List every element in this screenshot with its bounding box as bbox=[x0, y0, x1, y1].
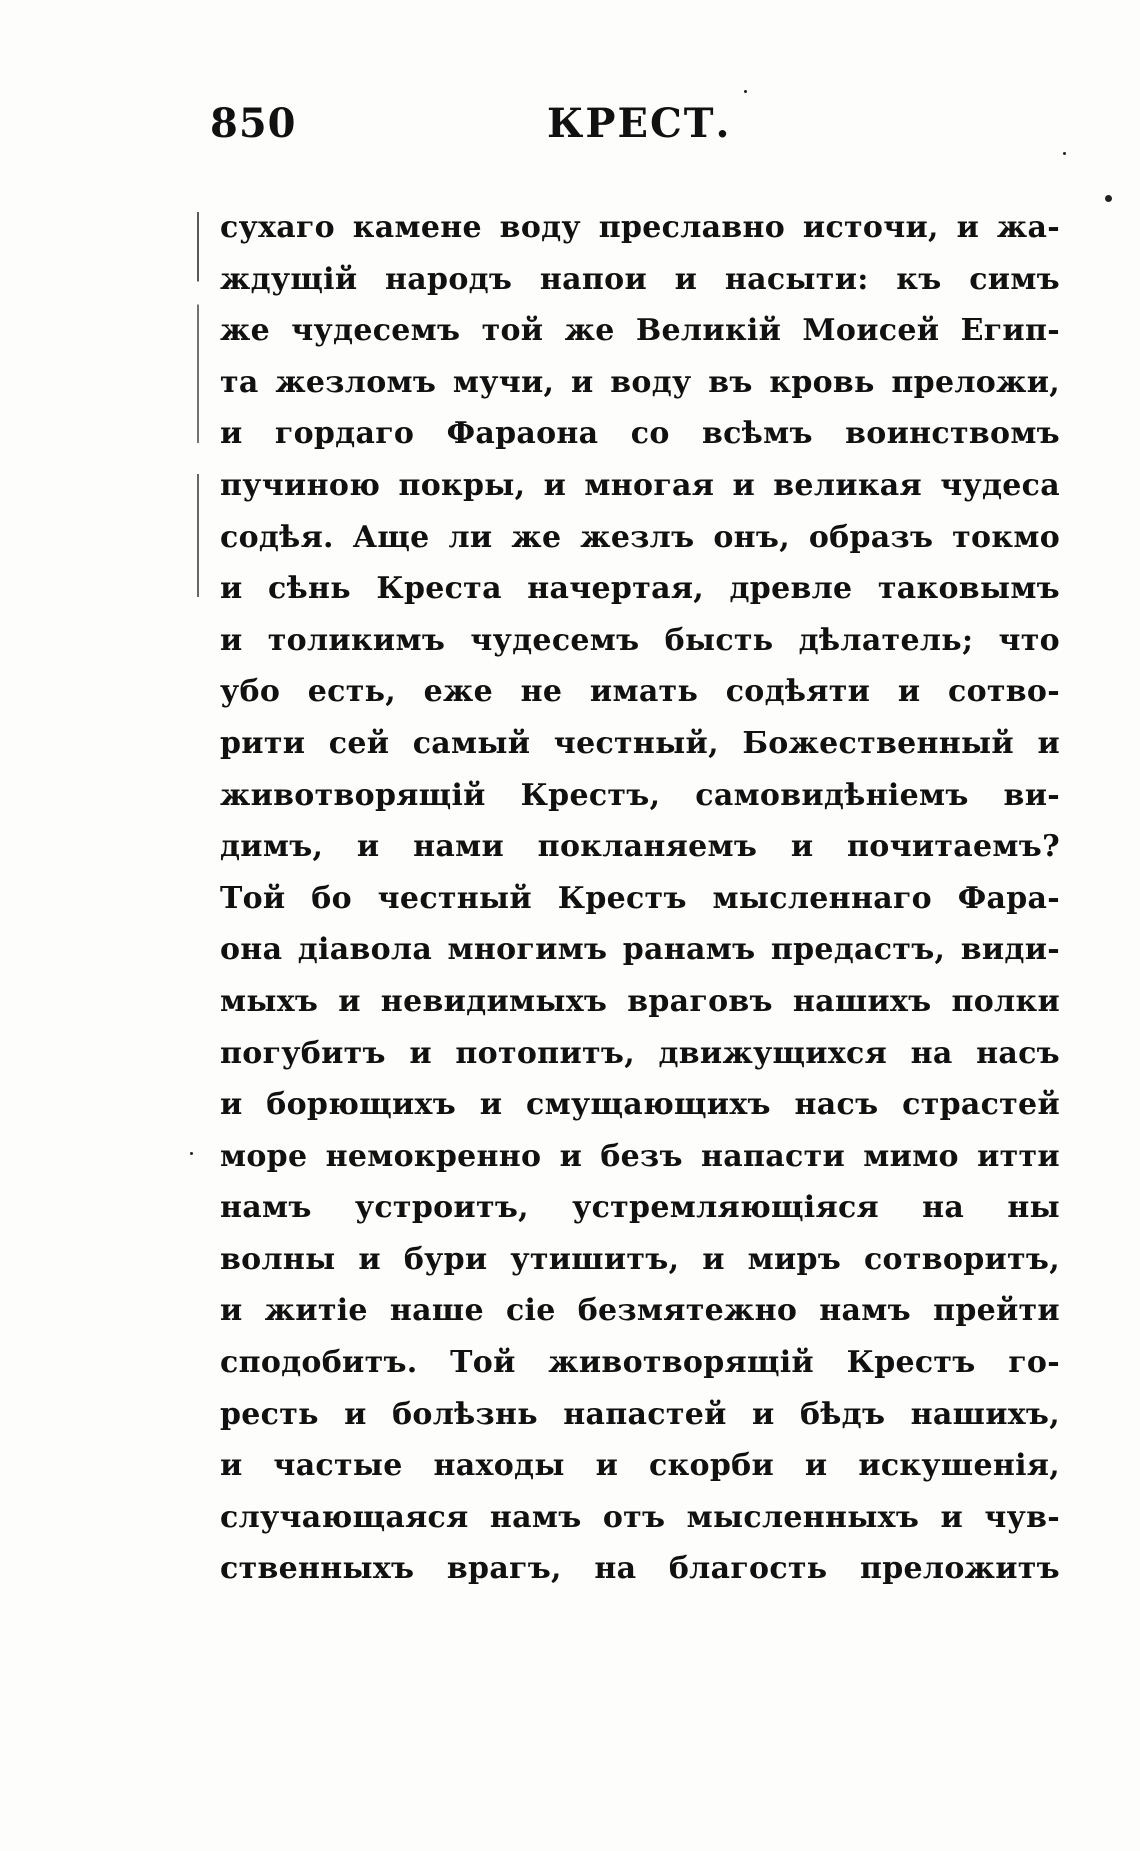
text-line: и гордаго Фараона со всѣмъ воинствомъ bbox=[220, 416, 1060, 452]
text-line: димъ, и нами покланяемъ и почитаемъ? bbox=[220, 829, 1060, 865]
text-line: же чудесемъ той же Великій Моисей Егип- bbox=[220, 313, 1060, 349]
page-number: 850 bbox=[210, 100, 297, 147]
text-line: случающаяся намъ отъ мысленныхъ и чув- bbox=[220, 1499, 1060, 1535]
text-line: и житіе наше сіе безмятежно намъ прейти bbox=[220, 1293, 1060, 1329]
text-line: мыхъ и невидимыхъ враговъ нашихъ полки bbox=[220, 983, 1060, 1019]
text-line: ждущій народъ напои и насыти: къ симъ bbox=[220, 261, 1060, 297]
ink-speck bbox=[1063, 152, 1066, 155]
running-title: КРЕСТ. bbox=[547, 100, 732, 147]
text-line: волны и бури утишитъ, и миръ сотворитъ, bbox=[220, 1241, 1060, 1277]
text-line: сподобитъ. Той животворящій Крестъ го- bbox=[220, 1345, 1060, 1381]
text-line: пучиною покры, и многая и великая чудеса bbox=[220, 467, 1060, 503]
text-line: рити сей самый честный, Божественный и bbox=[220, 725, 1060, 761]
body-text bbox=[220, 202, 1060, 1595]
text-line: ресть и болѣзнь напастей и бѣдъ нашихъ, bbox=[220, 1396, 1060, 1432]
page-header bbox=[210, 100, 1090, 160]
text-line: погубитъ и потопитъ, движущихся на насъ bbox=[220, 1035, 1060, 1071]
text-line: сухаго камене воду преславно источи, и жа- bbox=[220, 210, 1060, 245]
text-line: и сѣнь Креста начертая, древле таковымъ bbox=[220, 571, 1060, 607]
text-line: та жезломъ мучи, и воду въ кровь преложи, bbox=[220, 364, 1060, 400]
text-line: и частые находы и скорби и искушенія, bbox=[220, 1448, 1060, 1484]
ink-speck bbox=[190, 1152, 193, 1155]
text-line: и борющихъ и смущающихъ насъ страстей bbox=[220, 1087, 1060, 1123]
left-margin-mark bbox=[197, 212, 199, 597]
text-line: намъ устроитъ, устремляющіяся на ны bbox=[220, 1190, 1060, 1226]
text-line: содѣя. Аще ли же жезлъ онъ, образъ токмо bbox=[220, 519, 1060, 555]
text-line: она діавола многимъ ранамъ предастъ, види- bbox=[220, 932, 1060, 968]
text-line: и толикимъ чудесемъ бысть дѣлатель; что bbox=[220, 622, 1060, 658]
text-line: убо есть, еже не имать содѣяти и сотво- bbox=[220, 674, 1060, 710]
text-line: животворящій Крестъ, самовидѣніемъ ви- bbox=[220, 777, 1060, 813]
text-line: Той бо честный Крестъ мысленнаго Фара- bbox=[220, 880, 1060, 916]
ink-speck bbox=[1105, 195, 1112, 202]
ink-speck bbox=[744, 90, 747, 93]
text-line: ственныхъ врагъ, на благость преложитъ bbox=[220, 1551, 1060, 1587]
text-line: море немокренно и безъ напасти мимо итти bbox=[220, 1138, 1060, 1174]
